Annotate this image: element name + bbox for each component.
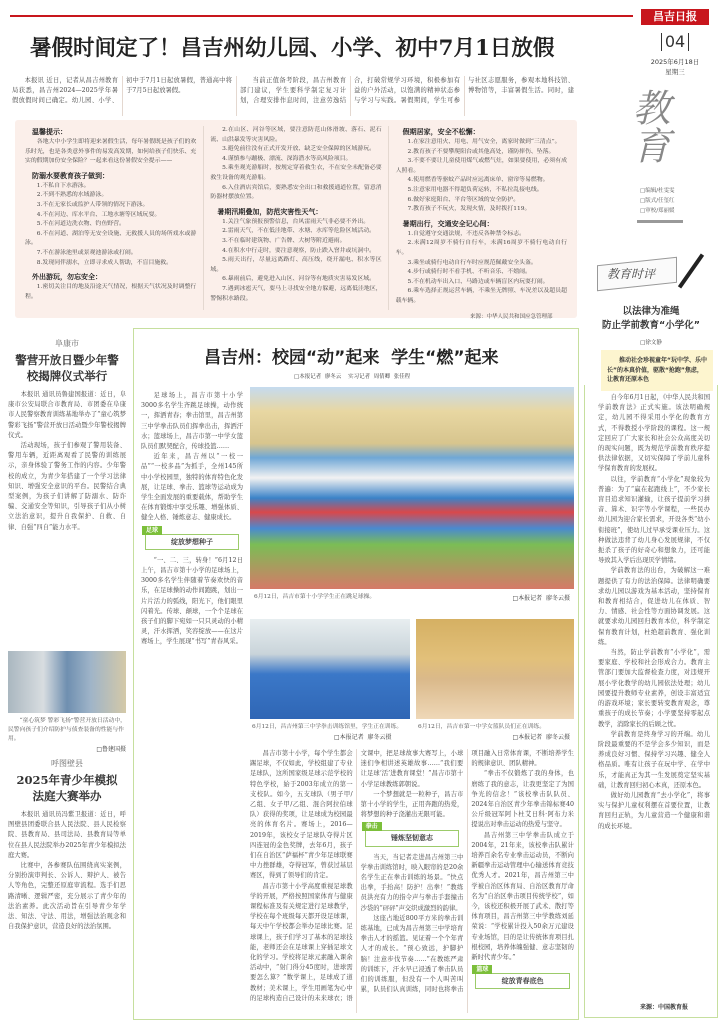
tips-section-title: 暑期出行，交通安全记心间：: [402, 219, 494, 228]
feature-paragraph: 当天，当记者走进昌吉州第三中学拳击训练馆时，映入眼帘的是20余名学生正在拳击训练的场景。“快点出拳，手抬高！防护！出拳！”教练员洪亮有力的指令声与拳击手套撞击沙袋的“砰砰”声交织成激烈的韵律。: [360, 853, 464, 912]
article-paragraph: 本报讯 通讯员冯紫卫报道：近日，呼图壁县团委联合县人民法院、县人民检察院、县教育局、县司法局、县教育局等单位在县人民法院举办2025年青少年模拟法庭大赛。: [8, 811, 126, 859]
article-paragraph: 本报讯 通讯员鲁建国报道：近日，阜康市公安局联合市教育局、市团委在阜康市人民警察教育训练基地举办了“童心筑梦 警彩飞扬”警营开放日活动暨少年警校揭牌仪式。: [8, 391, 126, 439]
lead-body: [12, 76, 574, 116]
article-paragraph: 比赛中，各参赛队伍围绕真实案例，分别扮演审判长、公诉人、辩护人、被告人等角色，完整还原庭审流程。选手们思路清晰、逻辑严密，充分展示了青少年的法治素养。此次活动旨在引导青少年学法、知法、守法、用法，增强法治观念和自我保护意识，营造良好的法治氛围。: [8, 862, 126, 931]
newspaper-logo: 昌吉日报: [641, 9, 709, 25]
lead-paragraph: 当前正值备考阶段，昌吉州教育部门建议，学生要科学制定复习计划，合理安排作息时间，注意劳逸结合，打破常规学习环境，积极参加有益的户外活动，以饱满的精神状态参与学习与实践。暑假期间，学生可参与社区志愿服务，参观本地科技馆、博物馆等，丰富暑假生活。同时，建: [240, 77, 574, 105]
commentary-paragraph: 学前教育法的出台，为破解这一难题提供了有力的法治保障。法律明确要求幼儿园以游戏为基本活动，坚持保育和教育相结合，促进幼儿在体质、智力、情感、社会性等方面协调发展。这就要求幼儿园回归教育本位，科学制定保育教育计划，杜绝超前教育、强化训练。: [598, 567, 710, 646]
commentary-paragraph: 学前教育是终身学习的开端。幼儿阶段最重要的不是学会多少知识，而是养成良好习惯、保持学习兴趣、健全人格品质。唯有让孩子在玩中学、在学中乐，才能真正为其一生发展奠定坚实基础，让教育回归初心本真，还原本色。: [598, 730, 710, 789]
tips-item: 4.步行或骑行时不看手机、不听音乐、不嬉闹。: [407, 269, 531, 276]
subhead-tag: 拳击: [362, 822, 382, 831]
police-open-day-photo: [8, 651, 126, 713]
feature-paragraph: 昌吉州第三中学拳击队成立于2004年，21年来，该校拳击队累计培养百余名专业拳击运动员，不断向新疆拳击运动管理中心输送体育竞技优秀人才。2021年，昌吉州第三中学被自治区体育局、自治区教育厅命名为“自治区拳击项目传统学校”，如今，该校还积极开展了武术、散打等体育项目，昌吉州第三中学教练刘延荣说：“学校累计投入50余万元建设专业场馆，目的是让传统体育项目扎根校园，培养体魄强健、意志坚韧的新时代青少年。”: [471, 831, 574, 962]
tips-item: 7.不在游泳池里或景观池游泳或打闹。: [36, 249, 137, 256]
football-exercise-photo: [250, 387, 574, 589]
tips-item: 3.避免前往没有正式开发开放、缺乏安全保障的区域游玩。: [222, 146, 376, 153]
tips-item: 1.在家注意用火、用电、用气安全，离家时做到“三清点”。: [407, 139, 561, 145]
tips-item: 4.谨慎参与蹦极、漂流、深海潜水等高风险项目。: [222, 155, 352, 162]
feature-paragraph: “拳击不仅锻炼了我的身体，也磨练了我的意志，让我更坚定了为国争光的信念！”该校拳击队队员、2024年自治区青少年拳击锦标赛40公斤级冠军阿卜杜艾日科·阿布力米提说出对拳击运动的热爱与坚守。: [471, 770, 574, 829]
feature-paragraph: 昌吉市第十小学，每个学生都会踢足球，不仅如此，学校组建了专业足球队，这所国家级足球示范学校的特色学校，始于2003年成立的第一支校队。如今，五支球队（男子甲/乙组、女子甲/乙组、混合阿拉伯球队）获得的奖项，让足球成为校园最亮的体育名片。赛场上，2016—2019年，该校女子足球队夺得片区四连冠的金色奖牌，去年6月，孩子们在自治区“萨福杯”青少年足球联赛中力挫群雄，夺得冠军，曾获过基层赛区，得到了领导们的肯定。: [250, 750, 353, 880]
tips-item: 2.教育孩子不要攀爬阳台或其他高处，谨防摔伤、坠落。: [407, 148, 555, 155]
article-place: 阜康市: [55, 339, 79, 348]
tips-intro-title: 温馨提示：: [32, 128, 67, 136]
subhead-tag: 足球: [142, 526, 162, 535]
feature-paragraph: 足球场上，昌吉市第十小学3000多名学生齐跳足球操，动作统一，挥洒青春；拳击馆里，昌吉州第三中学拳击队员们挥拳出击，挥洒汗水；篮球场上，昌吉市第一中学女篮队员们默契配合，传球投篮……: [141, 392, 243, 451]
tips-item: 1.自觉遵守交通法规，不违反各种禁令标志。: [407, 230, 525, 237]
article-place: 呼图壁县: [51, 759, 83, 768]
tips-item: 7.遇到冰雹天气，要马上寻找安全地方躲避，远离低洼地区，警惕积水路段。: [210, 285, 382, 302]
pen-icon: [678, 253, 704, 288]
tips-item: 5.雨天出行，尽量远离路灯、高压线，绕开漏电、积水等区域。: [210, 257, 382, 273]
credit-editor: □编辑/杜雯雯: [640, 188, 675, 194]
commentary-paragraph: 当然，防止学前教育“小学化”，需要家庭、学校和社会形成合力。教育主管部门要加大监督检查力度，对违规开展小学化教学的幼儿园依法处理；幼儿园要提升教师专业素养，创设丰富适宜的游戏环境；家长要转变教育观念，尊重孩子的成长节奏；小学要坚持零起点教学，消除家长的后顾之忧。: [598, 649, 710, 728]
section-divider: [637, 220, 683, 223]
editor-credits: [640, 186, 675, 216]
tips-item: 3.不要不要让儿童使用煤气或燃气灶，如果要使用，必须有成人照看。: [395, 158, 567, 174]
feature-subhead: [365, 823, 460, 846]
commentary-body: [598, 393, 710, 998]
tips-item: 1.关注气象预报预警信息，台风雷雨天气非必要不外出。: [222, 218, 370, 225]
tips-item: 2.未满12周岁不骑行自行车，未满16周岁不骑行电动自行车。: [395, 240, 567, 256]
commentary-author: □徐文静: [640, 340, 662, 346]
article-title: 警营开放日暨少年警校揭牌仪式举行: [15, 353, 119, 383]
subhead-title: 锤炼坚韧意志: [390, 834, 433, 843]
tips-item: 6.不在河道、湖泊等无安全设施、无救援人员的场所戏水或游泳。: [25, 230, 197, 247]
left-article-2: [8, 758, 126, 1006]
photo-caption: “童心筑梦 警彩飞扬”警营开放日活动中，民警向孩子们介绍防护与侦查装备的性能与作用。: [8, 718, 126, 742]
feature-paragraph: 一个梦想就是一粒种子，昌吉市第十小学的学生，正用奔跑的热爱，将梦想的种子浇灌出无限可能。: [360, 790, 464, 819]
feature-paragraph: “一、二、三，转身！”6月12日上午，昌吉市第十小学的足球场上，3000多名学生伴随着节奏欢快的音乐，在足球操的动作间跑跳，划出一片片活力的弧线，阳光下，他们眼里闪着光。传球、颠球，一个个足球在孩子们的脚下宛如一只只灵动的小精灵，汗水挥洒，笑容绽放——在这片赛场上，学生展现“书写”青春风采。: [141, 556, 243, 646]
tips-item: 5.不在机动车出入口、马路边或车辆盲区内玩耍打闹。: [407, 278, 549, 285]
photo-caption: 6月12日，昌吉市第一中学女篮队员们正在训练。: [418, 724, 546, 730]
article-paragraph: 活动现场，孩子们参观了警用装备、警用车辆，近距离观看了民警的训练展示，亲身体验了警务工作的内容。少年警校的成立，为青少年搭建了一个学习法律知识、增强安全意识的平台。民警结合典型案例，为孩子们讲解了防溺水、防诈骗、交通安全等知识，引导孩子们从小树立法治意识，提升自我保护、自救、自律、自强“四自”能力水平。: [8, 442, 126, 531]
tips-item: 5.注意家用电器不得超负荷运转，不私拉乱接电线。: [407, 186, 543, 193]
tips-item: 2.在山区、河谷等区域，要注意防范山体滑坡、落石、泥石流、山洪暴发等灾害风险。: [210, 127, 382, 143]
tips-item: 2.雷雨天气，不在低洼地带、水塘、水库等危险区域活动。: [222, 228, 376, 235]
feature-subhead: [145, 526, 239, 550]
commentary-title-line: 防止学前教育“小学化”: [602, 320, 700, 331]
tips-item: 5.乘坐观光游船时，按规定穿着救生衣，不在安全未配备必要救生设备的观光游船。: [210, 165, 382, 181]
commentary-title-line: 以法律为准绳: [622, 306, 680, 317]
feature-paragraph: 近年来，昌吉州以“一校一品”“一校多品”为抓手，全州145所中小学校园里，独特的体育特色化发展，让足球、拳击、篮球等运动成为学生全面发展的重要载体，帮助学生在体育锻炼中享受乐趣、增强体质、健全人格、锤炼意志、健康成长。: [141, 453, 243, 522]
credit-layout: □版式/任玺红: [640, 198, 675, 204]
commentary-banner: [597, 255, 707, 295]
commentary-paragraph: 做好幼儿园教育“去小学化”，将事实与保护儿童权利摆在首要位置，让教育回归正轨，为儿童营造一个健康和谐的成长环境。: [598, 791, 710, 830]
commentary-pullquote: 推动社会珍视童年“玩中学、乐中长”的本真价值，驱散“抢跑”焦虑，让教育还原本色: [601, 350, 713, 391]
commentary-title: [586, 305, 716, 333]
tips-item: 2.不到不熟悉的水域游泳。: [36, 192, 108, 199]
issue-date: 2025年6月18日: [650, 58, 700, 66]
tips-item: 4.不在河边、库水平台、工地水塘等区域玩耍。: [36, 211, 161, 218]
tips-item: 1.不私自下水游泳。: [36, 182, 90, 189]
tips-item: 4.使用燃香等驱蚊产品时应远离床单、窗帘等易燃物。: [407, 177, 549, 184]
photo-credit: □本报记者 廖冬云摄: [512, 595, 570, 602]
tips-item: 7.教育孩子不玩火，发现火情，及时拨打119。: [407, 206, 531, 213]
lead-paragraph: 本报讯 近日，记者从昌吉州教育局获悉，昌吉州2024—2025学年暑假放假时间已确定。幼儿园、小学、初中于7月1日起放暑假，普通高中将于7月5日起放暑假。: [12, 77, 232, 105]
feature-paragraph: 昌吉市第十小学高度重视足球教学的开展，严格按照国家体育与健康课程标准及有关规定进行足球教学，学校在每个班级每天都开设足球课，每天中午学校都会举办足球比赛。足球课上，孩子们学习了基本的足球技能，老师还会在足球课上穿插足球文化的学习。学校将足球元素融入课余活动中，“射门得分45度时，进球需要怎么算？”数学课上，足球成了道教材；美术课上，学生用画笔为心中的足球构造自己设计的未来球衣；语文课中，把足球故事大赛写上，小球迷们争相讲述英雄故事……“我们要让足球‘活’进教育课堂！”昌吉市第十小学足球教练郭朝说。: [250, 750, 464, 1002]
tips-section-title: 防溺水要教育孩子做到：: [32, 171, 109, 180]
credit-proofread: □审校/郑丽媛: [640, 208, 675, 214]
basketball-training-photo: [416, 619, 574, 719]
issue-weekday: 星期三: [665, 68, 685, 76]
boxing-training-photo: [250, 619, 410, 719]
photo-caption: 6月12日，昌吉市第十小学学生正在跳足球操。: [254, 594, 376, 600]
tips-item: 3.不在临时建筑物、广告牌、大树等附近避雨。: [222, 237, 346, 244]
feature-subhead: [475, 966, 570, 989]
photo-credit: □本报记者 廖冬云摄: [334, 734, 392, 741]
subhead-title: 绽放青春底色: [501, 977, 544, 986]
tips-item: 6.乘车选择正规运营车辆，不乘坐无牌照、车况差以及超员超载车辆。: [395, 288, 567, 304]
article-title: 2025年青少年模拟法庭大赛举办: [16, 773, 118, 803]
top-rule: [10, 15, 633, 17]
tips-item: 1.密切关注目的地及沿途天气情况，根据天气状况及时调整行程。: [25, 284, 197, 300]
photo-credit: □鲁建国摄: [96, 746, 126, 753]
subhead-tag: 篮球: [472, 965, 492, 974]
feature-paragraph: 这座占地近800平方米的拳击训练基地，已成为昌吉州第三中学培育拳击人才的摇篮。见证着一个个年青人才的成长。“预心致远，护脚护脑！注意步伐节奏……”在教练严肃的训练下，汗水早已浸透了拳击队员们的训练服，但没有一个人叫苦叫累，队员们认真训练，同时也将拳击项目融入日常体育课，不断培养学生的规律意识、团队精神。: [360, 750, 574, 994]
feature-body-column: [141, 391, 243, 1013]
commentary-paragraph: 自今年6月1日起，《中华人民共和国学前教育法》正式实施。该法明确规定，幼儿园不得采用小学化的教育方式，不得教授小学阶段的课程。这一规定回应了广大家长和社会公众高度关切的现实问题，既为规范学前教育秩序提供法律依据，又切实保障了学前儿童科学保育教育的发展权。: [598, 394, 710, 473]
tips-source: 来源：中华人民共和国应急管理部: [470, 314, 553, 320]
commentary-banner-text: 教育时评: [607, 267, 656, 281]
feature-box: [133, 328, 579, 1020]
tips-item: 6.入住酒店宾馆后，要熟悉安全出口和救援通道位置，留意消防器材摆放位置。: [210, 184, 382, 201]
tips-section-title: 外出游玩，勿忘安全：: [32, 273, 102, 282]
safety-tips-box: [15, 120, 577, 318]
page-number: 04: [661, 33, 689, 51]
tips-section-title: 暑期汛期叠加，防范灾害性天气：: [217, 207, 323, 216]
tips-item: 3.乘坐或骑行电动自行车时应规范佩戴安全头盔。: [407, 259, 537, 266]
tips-intro: 各地大中小学生即将迎来暑假生活，每年暑假既是孩子们的欢乐时光，也是各类意外事件的易发高发期，如何给孩子们快乐、充实的假期加份安全保险？一起来看这份暑假安全提示——: [25, 139, 197, 165]
photo-credit: □本报记者 廖冬云摄: [512, 734, 570, 741]
photo-caption: 6月12日，昌吉州第三中学拳击训练馆里，学生正在训练。: [252, 724, 403, 730]
tips-item: 5.不在河道边洗衣物、钓鱼野营。: [36, 221, 125, 228]
commentary-source: 来源：中国教育报: [640, 1004, 689, 1011]
tips-item: 3.不在无家长或监护人带领的情况下游泳。: [36, 201, 149, 208]
lead-headline: 暑假时间定了！昌吉州幼儿园、小学、初中7月1日放假: [30, 36, 555, 61]
feature-headline: 昌吉州：校园“动”起来 学生“燃”起来: [204, 348, 499, 368]
tips-item: 4.在积水中行走时，要注意观察，防止跌入窨井或坑洞中。: [222, 247, 376, 254]
subhead-title: 绽放梦想种子: [171, 537, 213, 546]
tips-item: 8.发现同伴溺水，立即寻求成人帮助，不盲目施救。: [36, 259, 173, 266]
tips-item: 6.暴雨前后，避免进入山区、河谷等有地质灾害易发区域。: [222, 276, 376, 283]
tips-section-title: 假期居家，安全不松懈：: [402, 128, 480, 136]
tips-item: 6.做好家庭阳台、平台等区域的安全防护。: [407, 196, 520, 203]
left-article-1: [8, 338, 126, 753]
feature-body-columns: [250, 749, 574, 1013]
feature-byline: □本报记者 廖冬云 实习记者 周倩卿 张佳程: [294, 374, 411, 380]
section-title-calligraphy: 教育: [626, 88, 670, 164]
commentary-paragraph: 以往，学前教育“小学化”现象较为普遍：为了“赢在起跑线上”，不少家长盲目追求知识灌输，让孩子提前学习拼音、算术、识字等小学课程，一些民办幼儿园为迎合家长需求，开设各类“幼小衔接班”，使幼儿过早承受课业压力。这种做法违背了幼儿身心发展规律，不仅扼杀了孩子的好奇心和想象力，还可能导致其入学后出现厌学情绪。: [598, 475, 710, 565]
